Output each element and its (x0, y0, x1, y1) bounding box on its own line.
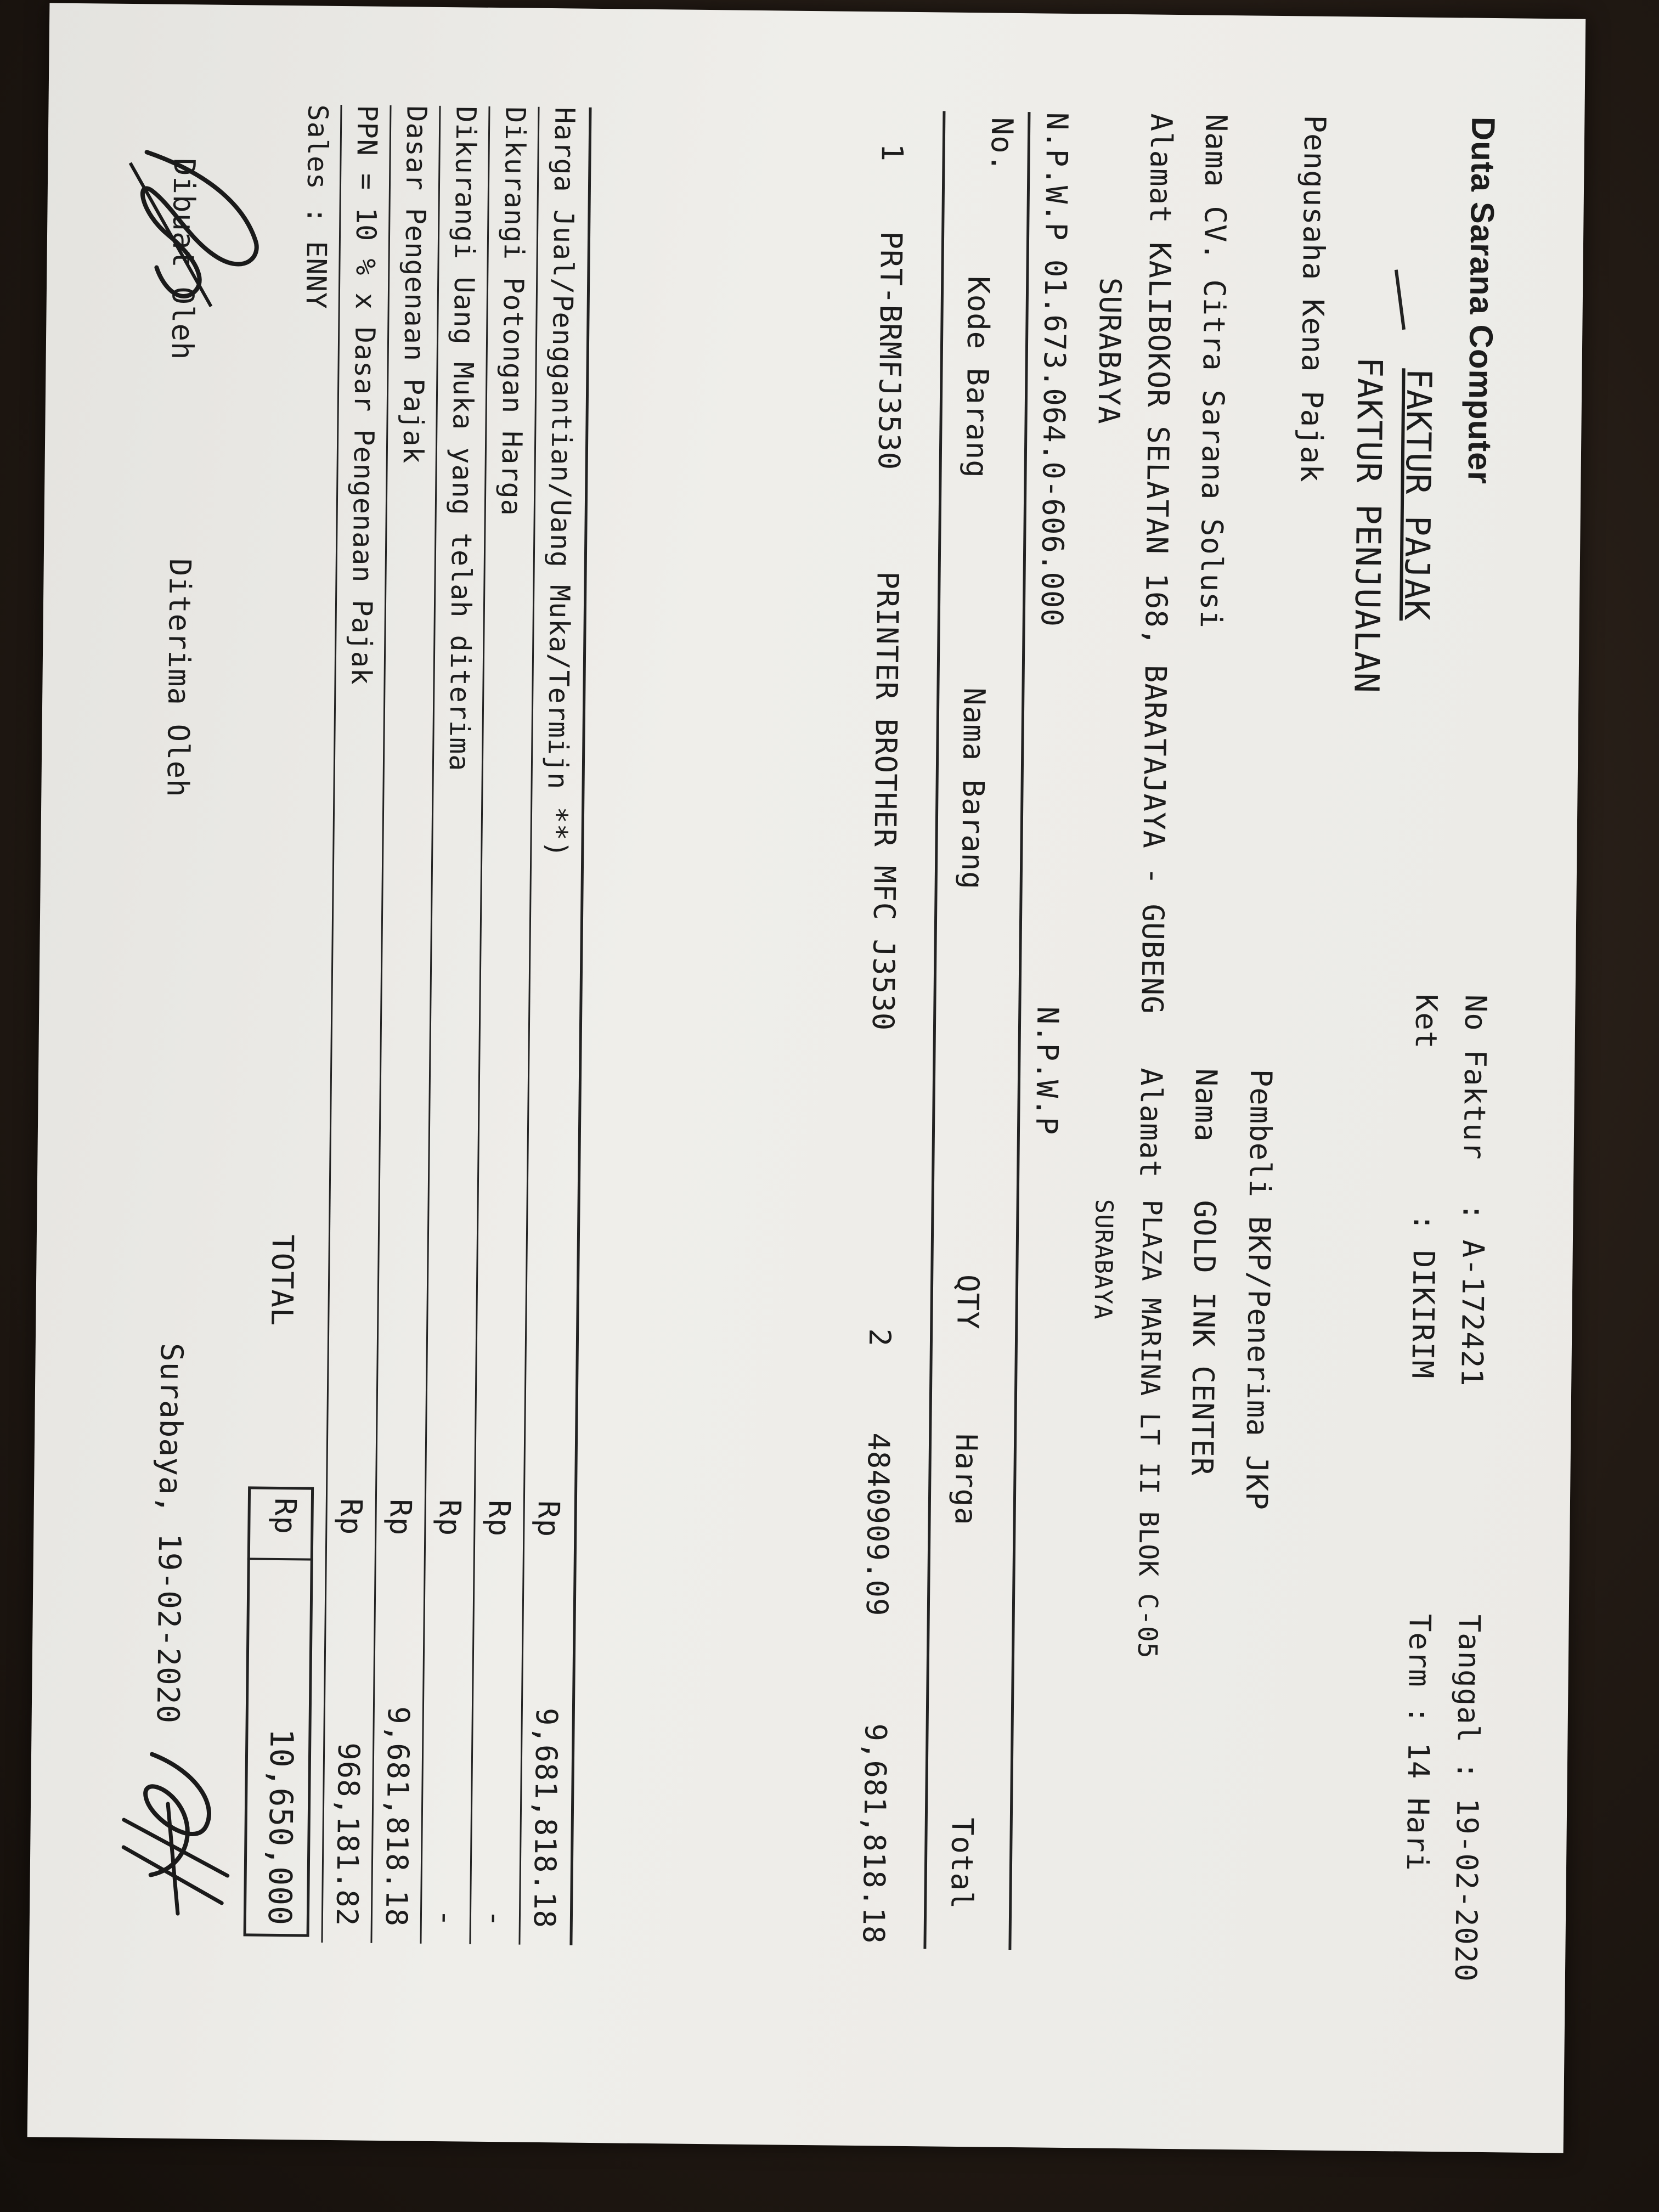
doc-subtitle: FAKTUR PENJUALAN (1346, 357, 1390, 694)
buyer-name-label: Nama (1188, 1068, 1224, 1142)
col-nama: Nama Barang (955, 687, 992, 890)
row-total: 9,681,818.18 (856, 1723, 893, 1944)
col-harga: Harga (948, 1433, 984, 1526)
col-total: Total (944, 1817, 980, 1910)
invoice-number-label: No Faktur (1457, 994, 1493, 1160)
ket-value: : DIKIRIM (1405, 1213, 1442, 1379)
document-paper (27, 3, 1586, 2153)
buyer-address-1: PLAZA MARINA LT II BLOK C-05 (1131, 1199, 1167, 1660)
col-no: No. (984, 117, 1020, 173)
summary-value-2: - (477, 1909, 513, 1928)
section-pkp: Pengusaha Kena Pajak (1294, 115, 1333, 483)
summary-label-4: Dasar Pengenaan Pajak (397, 105, 433, 464)
summary-cur-1: Rp (531, 1500, 566, 1538)
buyer-name: GOLD INK CENTER (1184, 1200, 1222, 1476)
total-value: 10,650,000 (261, 1728, 301, 1926)
dibuat-oleh: Dibuat Oleh (165, 157, 202, 360)
buyer-npwp-label: N.P.W.P (1029, 1006, 1065, 1136)
summary-cur-3: Rp (432, 1499, 467, 1537)
seller-name: Nama CV. Citra Sarana Solusi (1193, 114, 1234, 629)
row-harga: 4840909.09 (859, 1432, 896, 1617)
invoice-number: : A-172421 (1454, 1203, 1491, 1387)
seller-npwp: N.P.W.P 01.673.064.0-606.000 (1034, 112, 1075, 628)
place-date: Surabaya, 19-02-2020 (149, 1342, 189, 1724)
summary-label-5: PPN = 10 % x Dasar Pengenaan Pajak (345, 105, 383, 686)
seller-address-1: Alamat KALIBOKOR SELATAN 168, BARATAJAYA - GUBENG (1135, 113, 1179, 1014)
row-kode: PRT-BRMFJ3530 (871, 231, 909, 471)
sales-label: Sales : ENNY (300, 104, 334, 310)
summary-value-5: 968,181.82 (329, 1742, 366, 1927)
summary-label-3: Dikurangi Uang Muka yang telah diterima (443, 106, 482, 772)
buyer-address-2: SURABAYA (1088, 1199, 1118, 1320)
signature-mark (95, 1737, 262, 1937)
seller-address-2: SURABAYA (1091, 277, 1128, 425)
row-no: 1 (874, 143, 910, 162)
invoice (27, 3, 1586, 2153)
doc-title: FAKTUR PAJAK (1396, 368, 1440, 621)
company-name: Duta Sarana Computer (1461, 116, 1502, 485)
buyer-address-label: Alamat (1133, 1068, 1169, 1178)
table-top-rule (1008, 112, 1030, 1950)
total-cur: Rp (268, 1497, 303, 1535)
diterima-oleh: Diterima Oleh (160, 558, 198, 798)
row-nama: PRINTER BROTHER MFC J3530 (865, 571, 905, 1031)
pen-mark (1395, 269, 1406, 330)
total-label: TOTAL (264, 1234, 300, 1327)
buyer-section: Pembeli BKP/Penerima JKP (1239, 1069, 1279, 1511)
col-kode: Kode Barang (959, 275, 996, 479)
ket-label: Ket (1408, 994, 1444, 1049)
summary-label-1: Harga Jual/Penggantian/Uang Muka/Termijn **) (541, 106, 581, 859)
summary-label-2: Dikurangi Potongan Harga (495, 106, 532, 517)
table-header-rule (923, 111, 945, 1949)
summary-cur-5: Rp (334, 1498, 369, 1536)
signature-mark (112, 130, 279, 340)
row-qty: 2 (862, 1328, 898, 1347)
date-field: Tanggal : 19-02-2020 (1448, 1614, 1487, 1983)
summary-cur-4: Rp (383, 1498, 418, 1536)
term-field: Term : 14 Hari (1400, 1613, 1437, 1872)
summary-value-1: 9,681,818.18 (527, 1707, 564, 1929)
col-qty: QTY (950, 1274, 986, 1330)
summary-cur-2: Rp (482, 1499, 517, 1537)
summary-value-3: - (428, 1909, 464, 1928)
summary-value-4: 9,681,818.18 (379, 1706, 416, 1927)
